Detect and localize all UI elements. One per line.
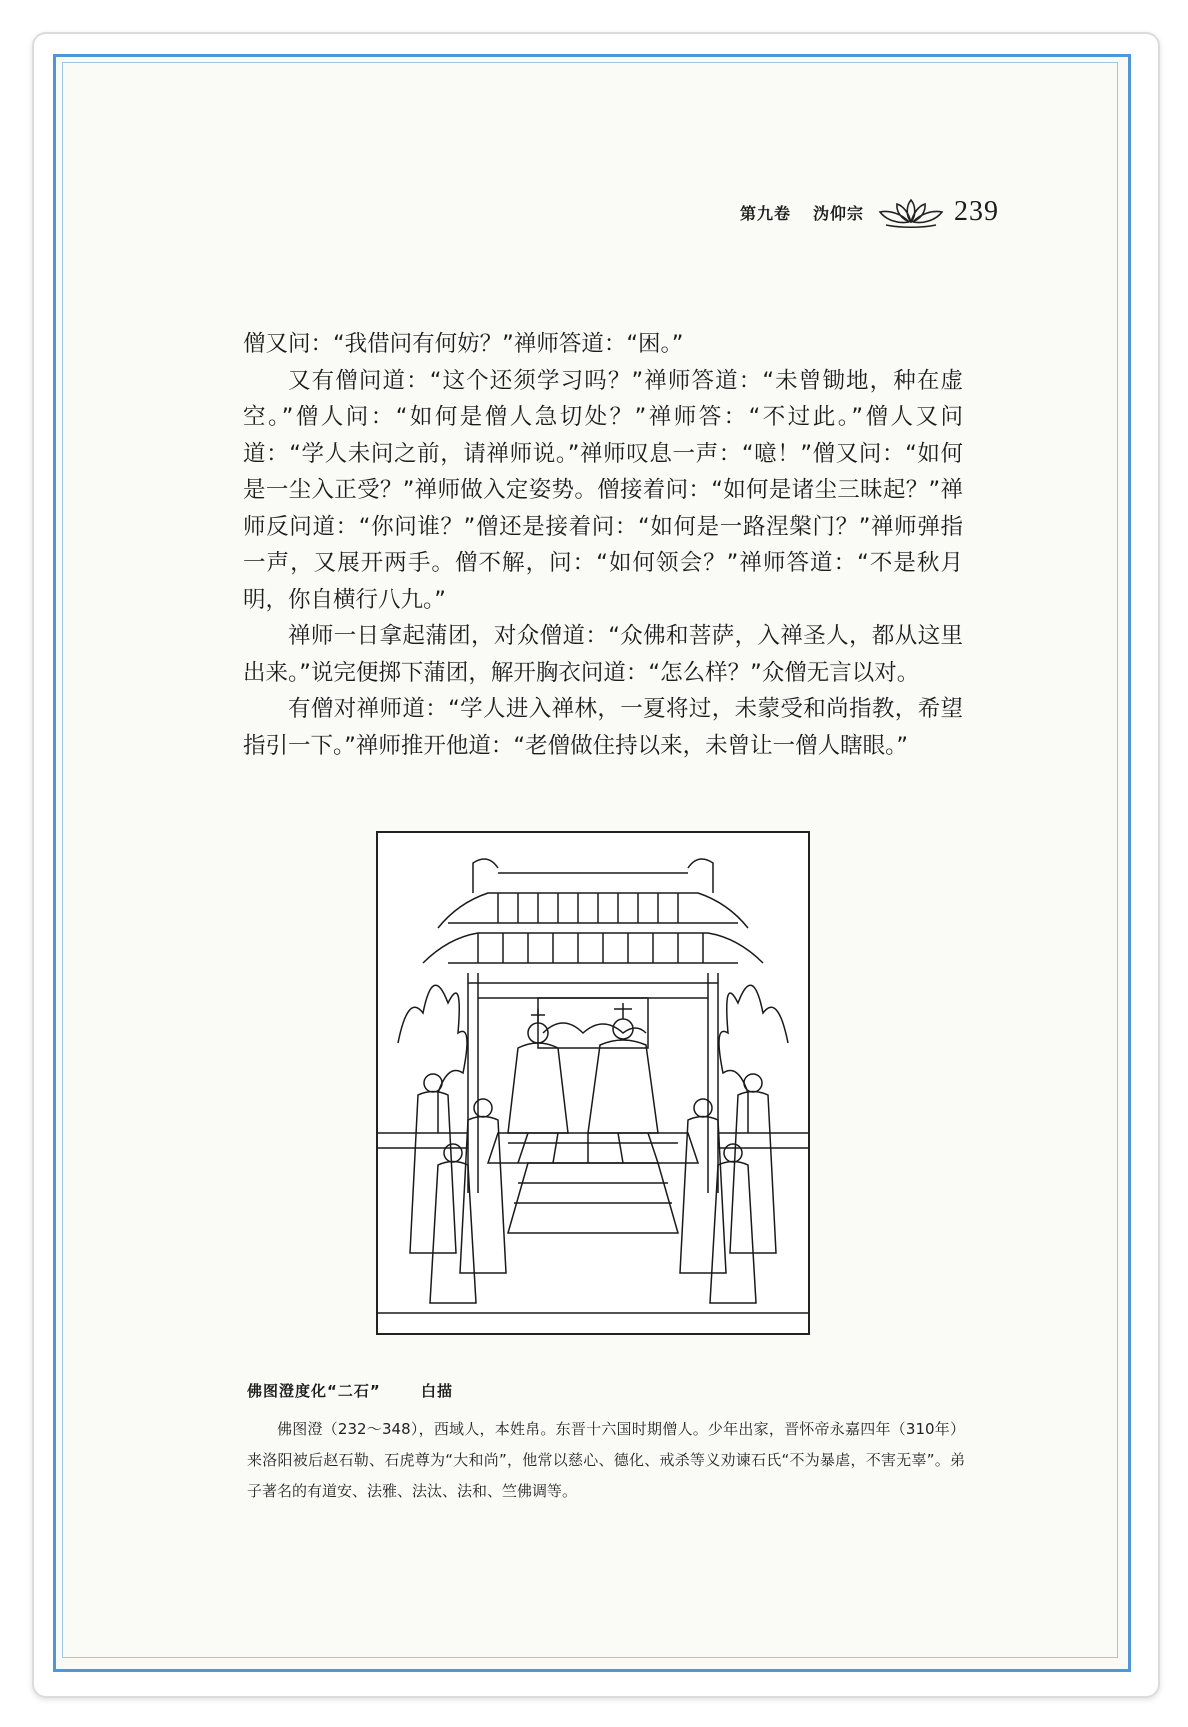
figure-technique: 白描	[420, 1382, 453, 1400]
pavilion-drawing	[378, 833, 808, 1333]
paragraph: 禅师一日拿起蒲团，对众僧道：“众佛和菩萨，入禅圣人，都从这里出来。”说完便掷下蒲团，解开胸衣问道：“怎么样？”众僧无言以对。	[243, 623, 963, 686]
paragraph: 僧又问：“我借问有何妨？”禅师答道：“困。”	[243, 331, 684, 357]
body-text	[243, 326, 963, 764]
running-header	[740, 192, 1040, 232]
woodblock-illustration	[376, 831, 810, 1335]
figure-caption-title	[247, 1380, 453, 1401]
lotus-icon	[876, 194, 946, 230]
figure-description: 佛图澄（232～348），西域人，本姓帛。东晋十六国时期僧人。少年出家，晋怀帝永嘉四年（310年）来洛阳被后赵石勒、石虎尊为“大和尚”，他常以慈心、德化、戒杀等义劝谏石氏“不为暴虐，不害无辜”。弟子著名的有道安、法雅、法汰、法和、竺佛调等。	[247, 1420, 965, 1500]
page-number: 239	[954, 196, 1000, 227]
figure-title: 佛图澄度化“二石”	[247, 1382, 381, 1400]
paragraph: 又有僧问道：“这个还须学习吗？”禅师答道：“未曾锄地，种在虚空。”僧人问：“如何是僧人急切处？”禅师答：“不过此。”僧人又问道：“学人未问之前，请禅师说。”禅师叹息一声：“噫！”僧又问：“如何是一尘入正受？”禅师做入定姿势。僧接着问：“如何是诸尘三昧起？”禅师反问道：“你问谁？”僧还是接着问：“如何是一路涅槃门？”禅师弹指一声，又展开两手。僧不解，问：“如何领会？”禅师答道：“不是秋月明，你自横行八九。”	[243, 367, 963, 613]
paragraph: 有僧对禅师道：“学人进入禅林，一夏将过，未蒙受和尚指教，希望指引一下。”禅师推开他道：“老僧做住持以来，未曾让一僧人瞎眼。”	[243, 696, 963, 759]
header-chapter: 第九卷	[740, 203, 792, 223]
header-section: 沩仰宗	[813, 203, 865, 223]
